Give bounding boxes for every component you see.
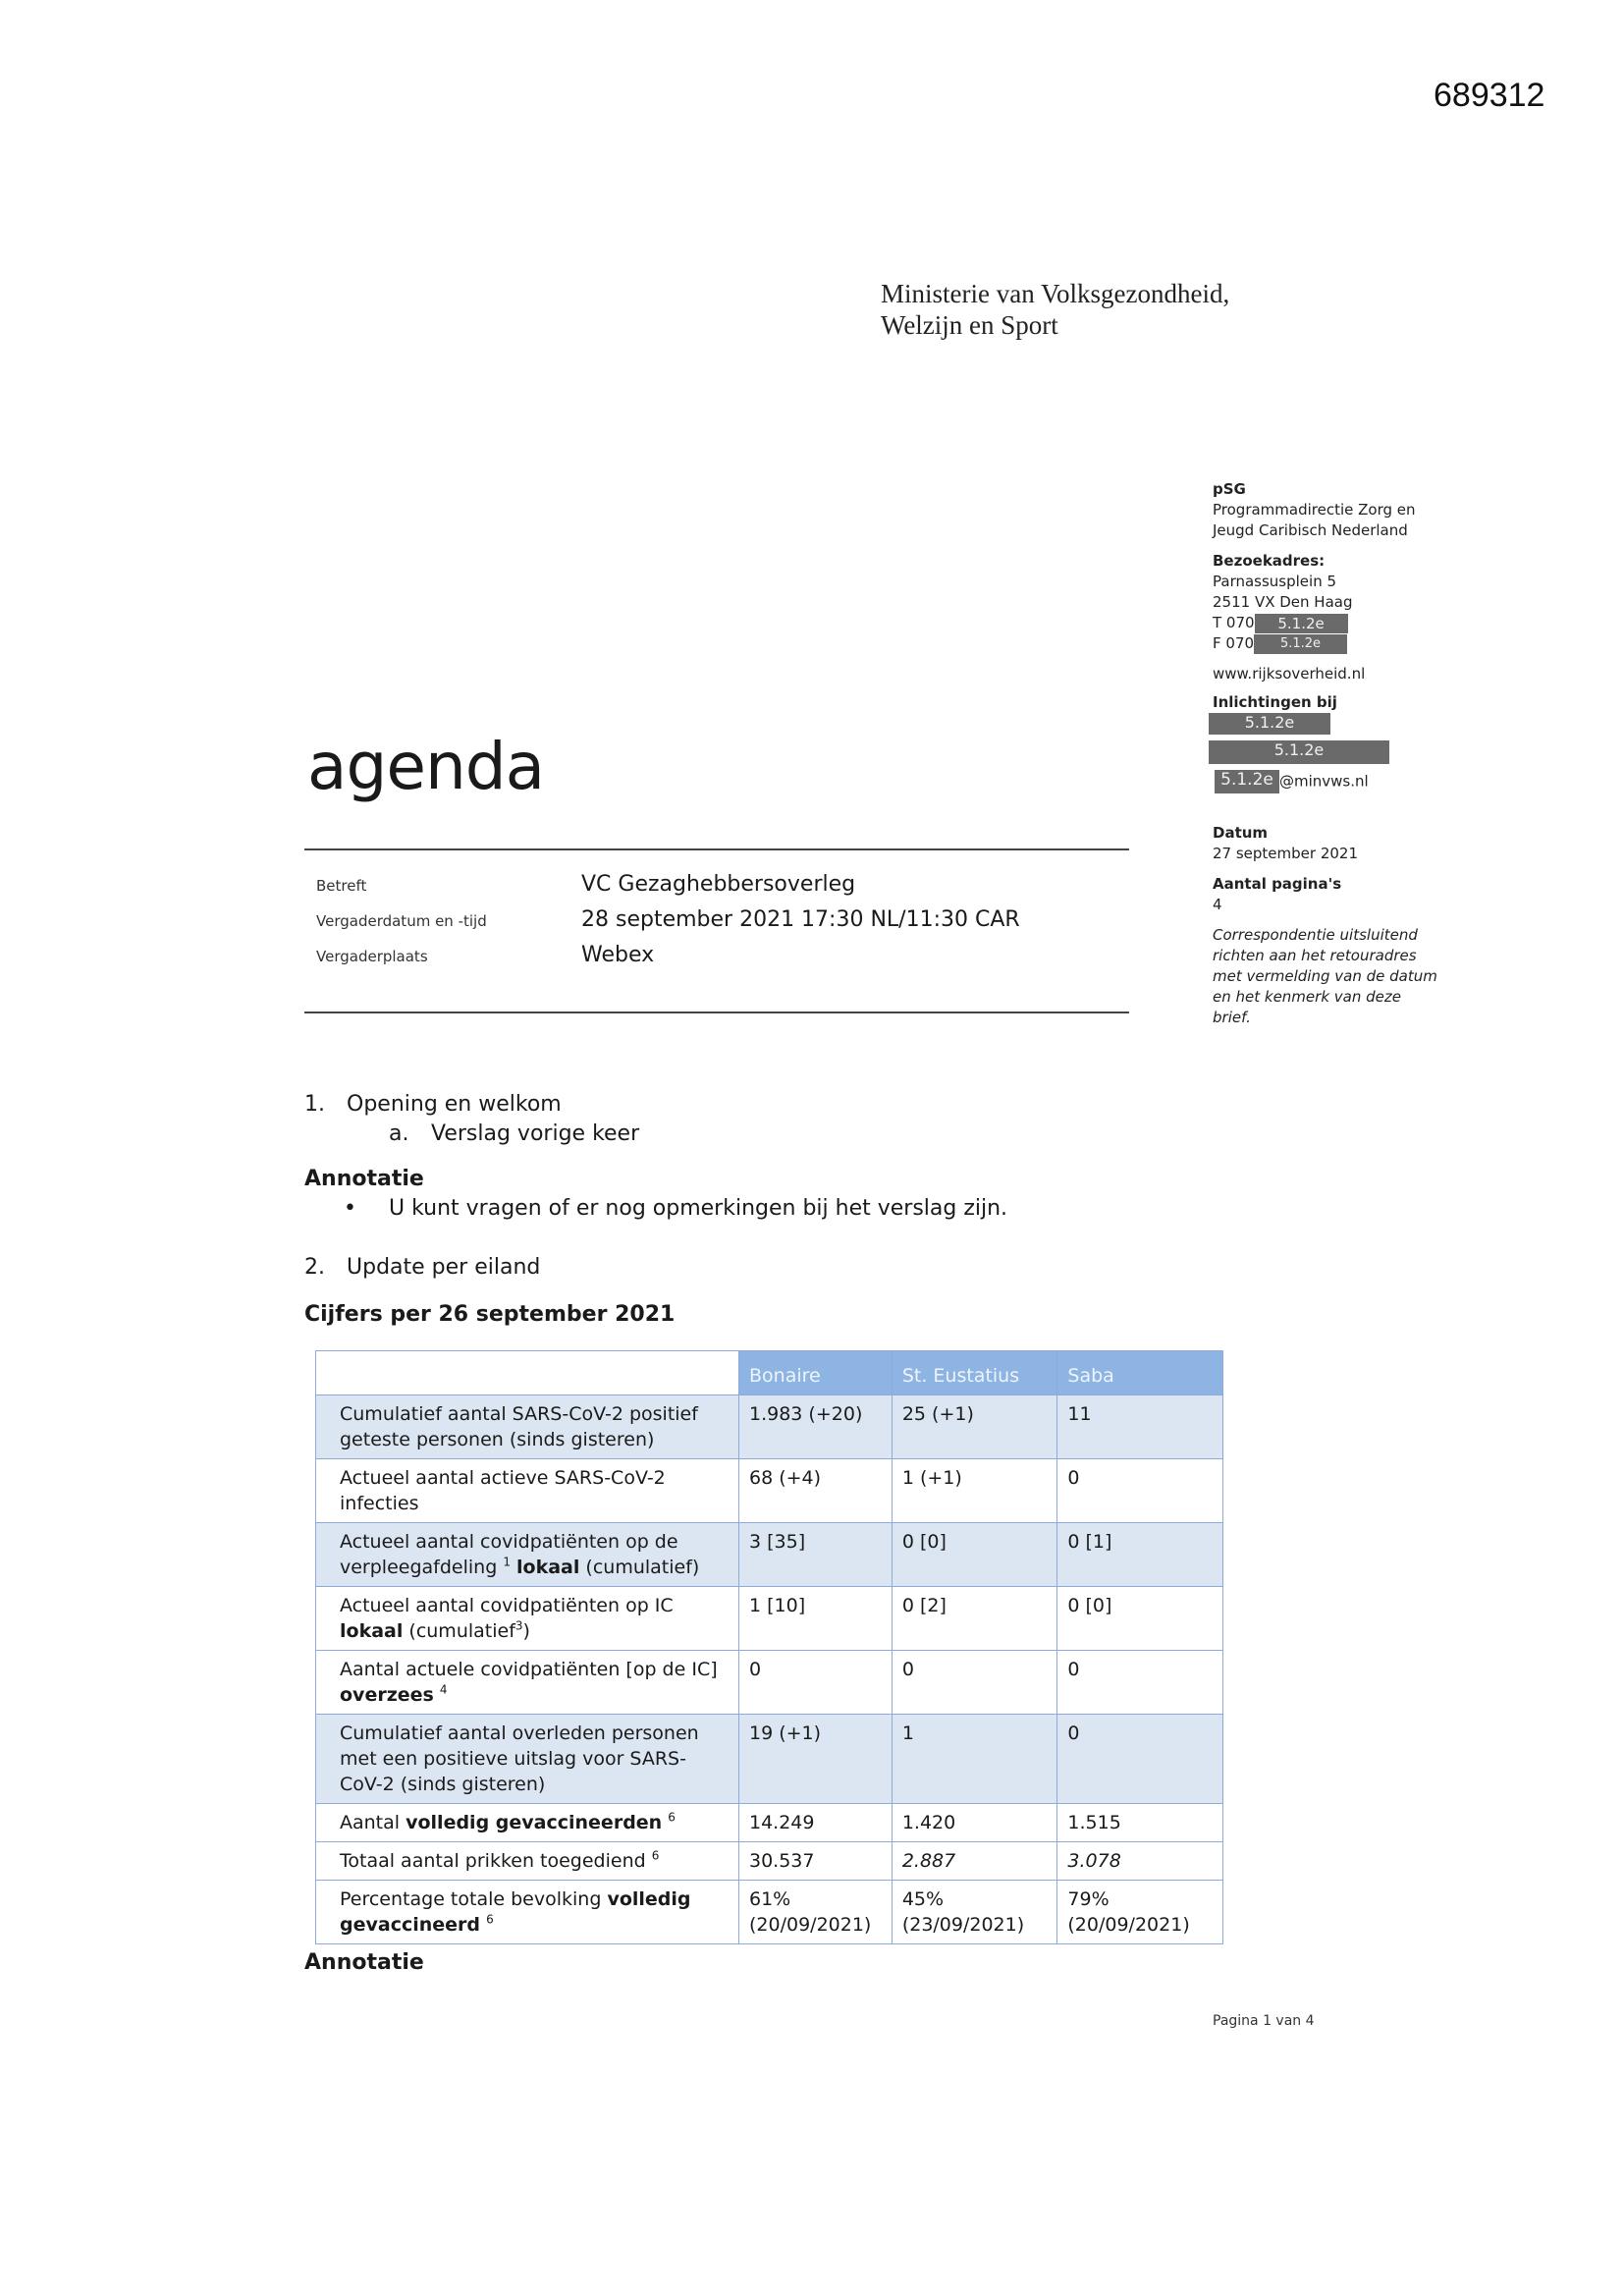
ministry-logo-text	[881, 278, 1229, 341]
row-label: Cumulatief aantal SARS-CoV-2 positief geteste personen (sinds gisteren)	[316, 1395, 739, 1459]
table-row	[316, 1881, 1223, 1944]
cell-saba: 0 [0]	[1057, 1587, 1223, 1651]
table-row	[316, 1459, 1223, 1523]
cell-bonaire: 3 [35]	[739, 1523, 893, 1587]
table-row	[316, 1587, 1223, 1651]
table-title: Cijfers per 26 september 2021	[304, 1302, 676, 1327]
table-row	[316, 1651, 1223, 1715]
meta-value: VC Gezaghebbersoverleg	[581, 872, 856, 897]
sidebar-pages-value: 4	[1213, 896, 1222, 913]
agenda-item-1: 1. Opening en welkom	[304, 1092, 562, 1117]
ministry-line-1: Ministerie van Volksgezondheid,	[881, 279, 1230, 308]
meta-label: Betreft	[316, 877, 367, 895]
cell-bonaire: 0	[739, 1651, 893, 1715]
table-header-row	[316, 1351, 1223, 1395]
sidebar-email	[1215, 770, 1468, 793]
cell-st-eustatius: 45% (23/09/2021)	[892, 1881, 1057, 1944]
island-figures-table	[315, 1350, 1223, 1944]
sidebar-address-line: 2511 VX Den Haag	[1213, 593, 1353, 611]
cell-bonaire: 68 (+4)	[739, 1459, 893, 1523]
redaction-box: 5.1.2e	[1209, 713, 1330, 735]
cell-bonaire: 30.537	[739, 1842, 893, 1881]
table-row	[316, 1804, 1223, 1842]
meta-value: Webex	[581, 943, 655, 967]
sidebar-date-label: Datum	[1213, 824, 1269, 842]
divider-bottom	[304, 1011, 1129, 1013]
agenda-item-2: 2. Update per eiland	[304, 1255, 541, 1280]
table-row	[316, 1715, 1223, 1804]
sidebar-note-line: Correspondentie uitsluitend	[1213, 926, 1418, 944]
cell-bonaire: 14.249	[739, 1804, 893, 1842]
sidebar-info-label: Inlichtingen bij	[1213, 693, 1337, 711]
email-suffix: @minvws.nl	[1279, 772, 1369, 791]
page-title: agenda	[307, 729, 545, 804]
sidebar-note-line: richten aan het retouradres	[1213, 947, 1417, 964]
redaction-box: 5.1.2e	[1254, 634, 1347, 654]
row-label: Actueel aantal covidpatiënten op de verpleegafdeling $^1$ lokaal (cumulatief)	[316, 1523, 739, 1587]
meeting-meta	[316, 872, 1121, 978]
sidebar-unit-line: Jeugd Caribisch Nederland	[1213, 521, 1408, 539]
cell-st-eustatius: 1	[892, 1715, 1057, 1804]
annotation-bullet: • U kunt vragen of er nog opmerkingen bij het verslag zijn.	[344, 1196, 1008, 1221]
table-header-bonaire: Bonaire	[739, 1351, 893, 1395]
cell-st-eustatius: 0 [0]	[892, 1523, 1057, 1587]
sidebar-date-value: 27 september 2021	[1213, 845, 1359, 862]
sidebar-unit: pSG	[1213, 480, 1246, 498]
meta-label: Vergaderdatum en -tijd	[316, 912, 487, 930]
cell-saba: 79% (20/09/2021)	[1057, 1881, 1223, 1944]
cell-st-eustatius: 1.420	[892, 1804, 1057, 1842]
sidebar-unit-line: Programmadirectie Zorg en	[1213, 501, 1416, 519]
meta-label: Vergaderplaats	[316, 948, 428, 965]
page-number: Pagina 1 van 4	[1213, 2013, 1315, 2029]
table-header-st-eustatius: St. Eustatius	[892, 1351, 1057, 1395]
cell-saba: 0	[1057, 1651, 1223, 1715]
meta-row	[316, 943, 1121, 978]
table-row	[316, 1523, 1223, 1587]
cell-st-eustatius: 25 (+1)	[892, 1395, 1057, 1459]
table-header-saba: Saba	[1057, 1351, 1223, 1395]
row-label: Actueel aantal covidpatiënten op IC lokaal (cumulatief$^3$)	[316, 1587, 739, 1651]
phone-prefix: T 070	[1213, 614, 1255, 631]
meta-row	[316, 907, 1121, 943]
meta-row	[316, 872, 1121, 907]
redaction-box: 5.1.2e	[1215, 770, 1279, 793]
cell-st-eustatius: 0 [2]	[892, 1587, 1057, 1651]
cell-saba: 0	[1057, 1715, 1223, 1804]
annotation-heading-2: Annotatie	[304, 1950, 424, 1975]
sidebar-contact-info	[1213, 479, 1468, 1028]
cell-bonaire: 1.983 (+20)	[739, 1395, 893, 1459]
table-row	[316, 1395, 1223, 1459]
sidebar-phone	[1213, 613, 1468, 633]
sidebar-note-line: met vermelding van de datum	[1213, 967, 1437, 985]
row-label: Totaal aantal prikken toegediend $^6$	[316, 1842, 739, 1881]
row-label: Aantal actuele covidpatiënten [op de IC] overzees $^4$	[316, 1651, 739, 1715]
row-label: Aantal volledig gevaccineerden $^6$	[316, 1804, 739, 1842]
sidebar-visit-label: Bezoekadres:	[1213, 552, 1326, 570]
divider-top	[304, 848, 1129, 850]
cell-saba: 11	[1057, 1395, 1223, 1459]
cell-bonaire: 1 [10]	[739, 1587, 893, 1651]
cell-bonaire: 19 (+1)	[739, 1715, 893, 1804]
agenda-subitem-1a: a. Verslag vorige keer	[389, 1121, 640, 1146]
cell-st-eustatius: 1 (+1)	[892, 1459, 1057, 1523]
row-label: Actueel aantal actieve SARS-CoV-2 infecties	[316, 1459, 739, 1523]
sidebar-fax	[1213, 633, 1468, 654]
document-id: 689312	[1434, 77, 1545, 114]
meta-value: 28 september 2021 17:30 NL/11:30 CAR	[581, 907, 1020, 932]
row-label: Percentage totale bevolking volledig gevaccineerd $^6$	[316, 1881, 739, 1944]
cell-st-eustatius: 0	[892, 1651, 1057, 1715]
cell-saba: 1.515	[1057, 1804, 1223, 1842]
redaction-box: 5.1.2e	[1255, 614, 1348, 633]
annotation-heading: Annotatie	[304, 1167, 424, 1191]
cell-st-eustatius: 2.887	[892, 1842, 1057, 1881]
cell-saba: 0 [1]	[1057, 1523, 1223, 1587]
cell-saba: 0	[1057, 1459, 1223, 1523]
sidebar-address-line: Parnassusplein 5	[1213, 573, 1337, 590]
sidebar-website[interactable]: www.rijksoverheid.nl	[1213, 665, 1366, 683]
ministry-line-2: Welzijn en Sport	[881, 310, 1058, 340]
sidebar-note-line: brief.	[1213, 1009, 1251, 1026]
row-label: Cumulatief aantal overleden personen met een positieve uitslag voor SARS- CoV-2 (sinds gisteren)	[316, 1715, 739, 1804]
redaction-box: 5.1.2e	[1209, 740, 1389, 764]
agenda-body	[304, 1092, 1247, 1332]
sidebar-note-line: en het kenmerk van deze	[1213, 988, 1401, 1006]
cell-saba: 3.078	[1057, 1842, 1223, 1881]
cell-bonaire: 61% (20/09/2021)	[739, 1881, 893, 1944]
sidebar-pages-label: Aantal pagina's	[1213, 875, 1342, 893]
fax-prefix: F 070	[1213, 634, 1255, 652]
table-header-blank	[316, 1351, 739, 1395]
table-row	[316, 1842, 1223, 1881]
